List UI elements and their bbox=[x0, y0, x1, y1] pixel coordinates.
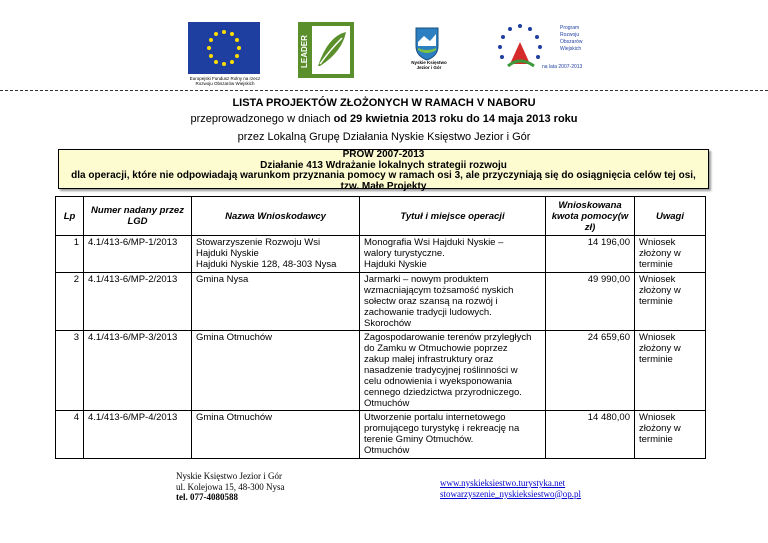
footer-address: ul. Kolejowa 15, 48-300 Nysa bbox=[176, 481, 285, 492]
cell-amount: 14 480,00 bbox=[546, 411, 635, 459]
cell-applicant: Stowarzyszenie Rozwoju Wsi Hajduki Nyskie Hajduki Nyskie 128, 48-303 Nysa bbox=[192, 236, 360, 273]
table-row bbox=[56, 273, 706, 331]
cell-notes: Wniosek złożony w terminie bbox=[635, 331, 706, 411]
prow-years: na lata 2007-2013 bbox=[542, 64, 583, 70]
cell-number: 4.1/413-6/MP-1/2013 bbox=[84, 236, 192, 273]
leader-logo bbox=[298, 22, 354, 78]
cell-amount: 14 196,00 bbox=[546, 236, 635, 273]
cell-number: 4.1/413-6/MP-3/2013 bbox=[84, 331, 192, 411]
cell-title: Utworzenie portalu internetowego promującego turystykę i rekreację na terenie Gminy Otmuchów. Otmuchów bbox=[360, 411, 546, 459]
period-line bbox=[0, 113, 768, 125]
eu-flag-logo bbox=[188, 22, 260, 74]
footer-links bbox=[440, 478, 581, 499]
program-info-box bbox=[58, 149, 709, 192]
cell-number: 4.1/413-6/MP-2/2013 bbox=[84, 273, 192, 331]
cell-title: Jarmarki – nowym produktem wzmacniającym tożsamość nyskich sołectw oraz szansą na rozwój i zachowanie tradycji ludowych. Skorochów bbox=[360, 273, 546, 331]
action-description: dla operacji, które nie odpowiadają warunkom przyznania pomocy w ramach osi 3, ale przyczyniają się do osiągnięcia celów tej osi, bbox=[71, 170, 696, 181]
col-header-number: Numer nadany przez LGD bbox=[84, 197, 192, 236]
footer-phone: tel. 077-4080588 bbox=[176, 492, 238, 502]
col-header-applicant: Nazwa Wnioskodawcy bbox=[192, 197, 360, 236]
website-link[interactable]: www.nyskieksiestwo.turystyka.net bbox=[440, 478, 566, 488]
table-row bbox=[56, 236, 706, 273]
cell-applicant: Gmina Otmuchów bbox=[192, 411, 360, 459]
table-row bbox=[56, 411, 706, 459]
page-title: LISTA PROJEKTÓW ZŁOŻONYCH W RAMACH V NABORU bbox=[232, 97, 536, 109]
cell-title: Zagospodarowanie terenów przyległych do Zamku w Otmuchowie poprzez zakup małej infrastruktury oraz nasadzenie tradycyjnej roślinności w celu odnowienia i wyeksponowania cennego dziedzictwa przyrodniczego. Otmuchów bbox=[360, 331, 546, 411]
cell-applicant: Gmina Otmuchów bbox=[192, 331, 360, 411]
project-type: tzw. Małe Projekty bbox=[340, 180, 427, 192]
cell-notes: Wniosek złożony w terminie bbox=[635, 236, 706, 273]
cell-lp: 4 bbox=[56, 411, 84, 459]
email-link[interactable]: stowarzyszenie_nyskieksiestwo@op.pl bbox=[440, 488, 582, 499]
cell-number: 4.1/413-6/MP-4/2013 bbox=[84, 411, 192, 459]
col-header-title: Tytuł i miejsce operacji bbox=[360, 197, 546, 236]
table-row bbox=[56, 331, 706, 411]
period-dates: od 29 kwietnia 2013 roku do 14 maja 2013 roku bbox=[333, 113, 578, 125]
header-divider bbox=[0, 90, 768, 91]
col-header-amount: Wnioskowana kwota pomocy(w zł) bbox=[546, 197, 635, 236]
cell-lp: 3 bbox=[56, 331, 84, 411]
action-name: Działanie 413 Wdrażanie lokalnych strategii rozwoju bbox=[260, 159, 507, 171]
program-name: PROW 2007-2013 bbox=[342, 149, 425, 160]
cell-amount: 24 659,60 bbox=[546, 331, 635, 411]
footer-org: Nyskie Księstwo Jezior i Gór bbox=[176, 471, 282, 481]
cell-amount: 49 990,00 bbox=[546, 273, 635, 331]
lgd-caption: Nyskie Księstwo Jezior i Gór bbox=[411, 60, 447, 70]
footer-contact bbox=[176, 471, 284, 503]
cell-notes: Wniosek złożony w terminie bbox=[635, 411, 706, 459]
cell-notes: Wniosek złożony w terminie bbox=[635, 273, 706, 331]
table-header-row bbox=[56, 197, 706, 236]
cell-lp: 1 bbox=[56, 236, 84, 273]
col-header-notes: Uwagi bbox=[635, 197, 706, 236]
cell-title: Monografia Wsi Hajduki Nyskie – walory turystyczne. Hajduki Nyskie bbox=[360, 236, 546, 273]
cell-applicant: Gmina Nysa bbox=[192, 273, 360, 331]
period-prefix: przeprowadzonego w dniach bbox=[190, 113, 334, 125]
cell-lp: 2 bbox=[56, 273, 84, 331]
eu-fund-caption: Europejski Fundusz Rolny na rzecz Rozwoju Obszarów Wiejskich bbox=[189, 76, 261, 86]
svg-text:LEADER: LEADER bbox=[300, 35, 309, 68]
projects-table bbox=[55, 196, 706, 459]
organizer-line: przez Lokalną Grupę Działania Nyskie Księstwo Jezior i Gór bbox=[237, 131, 531, 143]
prow-label: Program Rozwoju Obszarów Wiejskich bbox=[560, 25, 583, 52]
col-header-lp: Lp bbox=[56, 197, 84, 236]
